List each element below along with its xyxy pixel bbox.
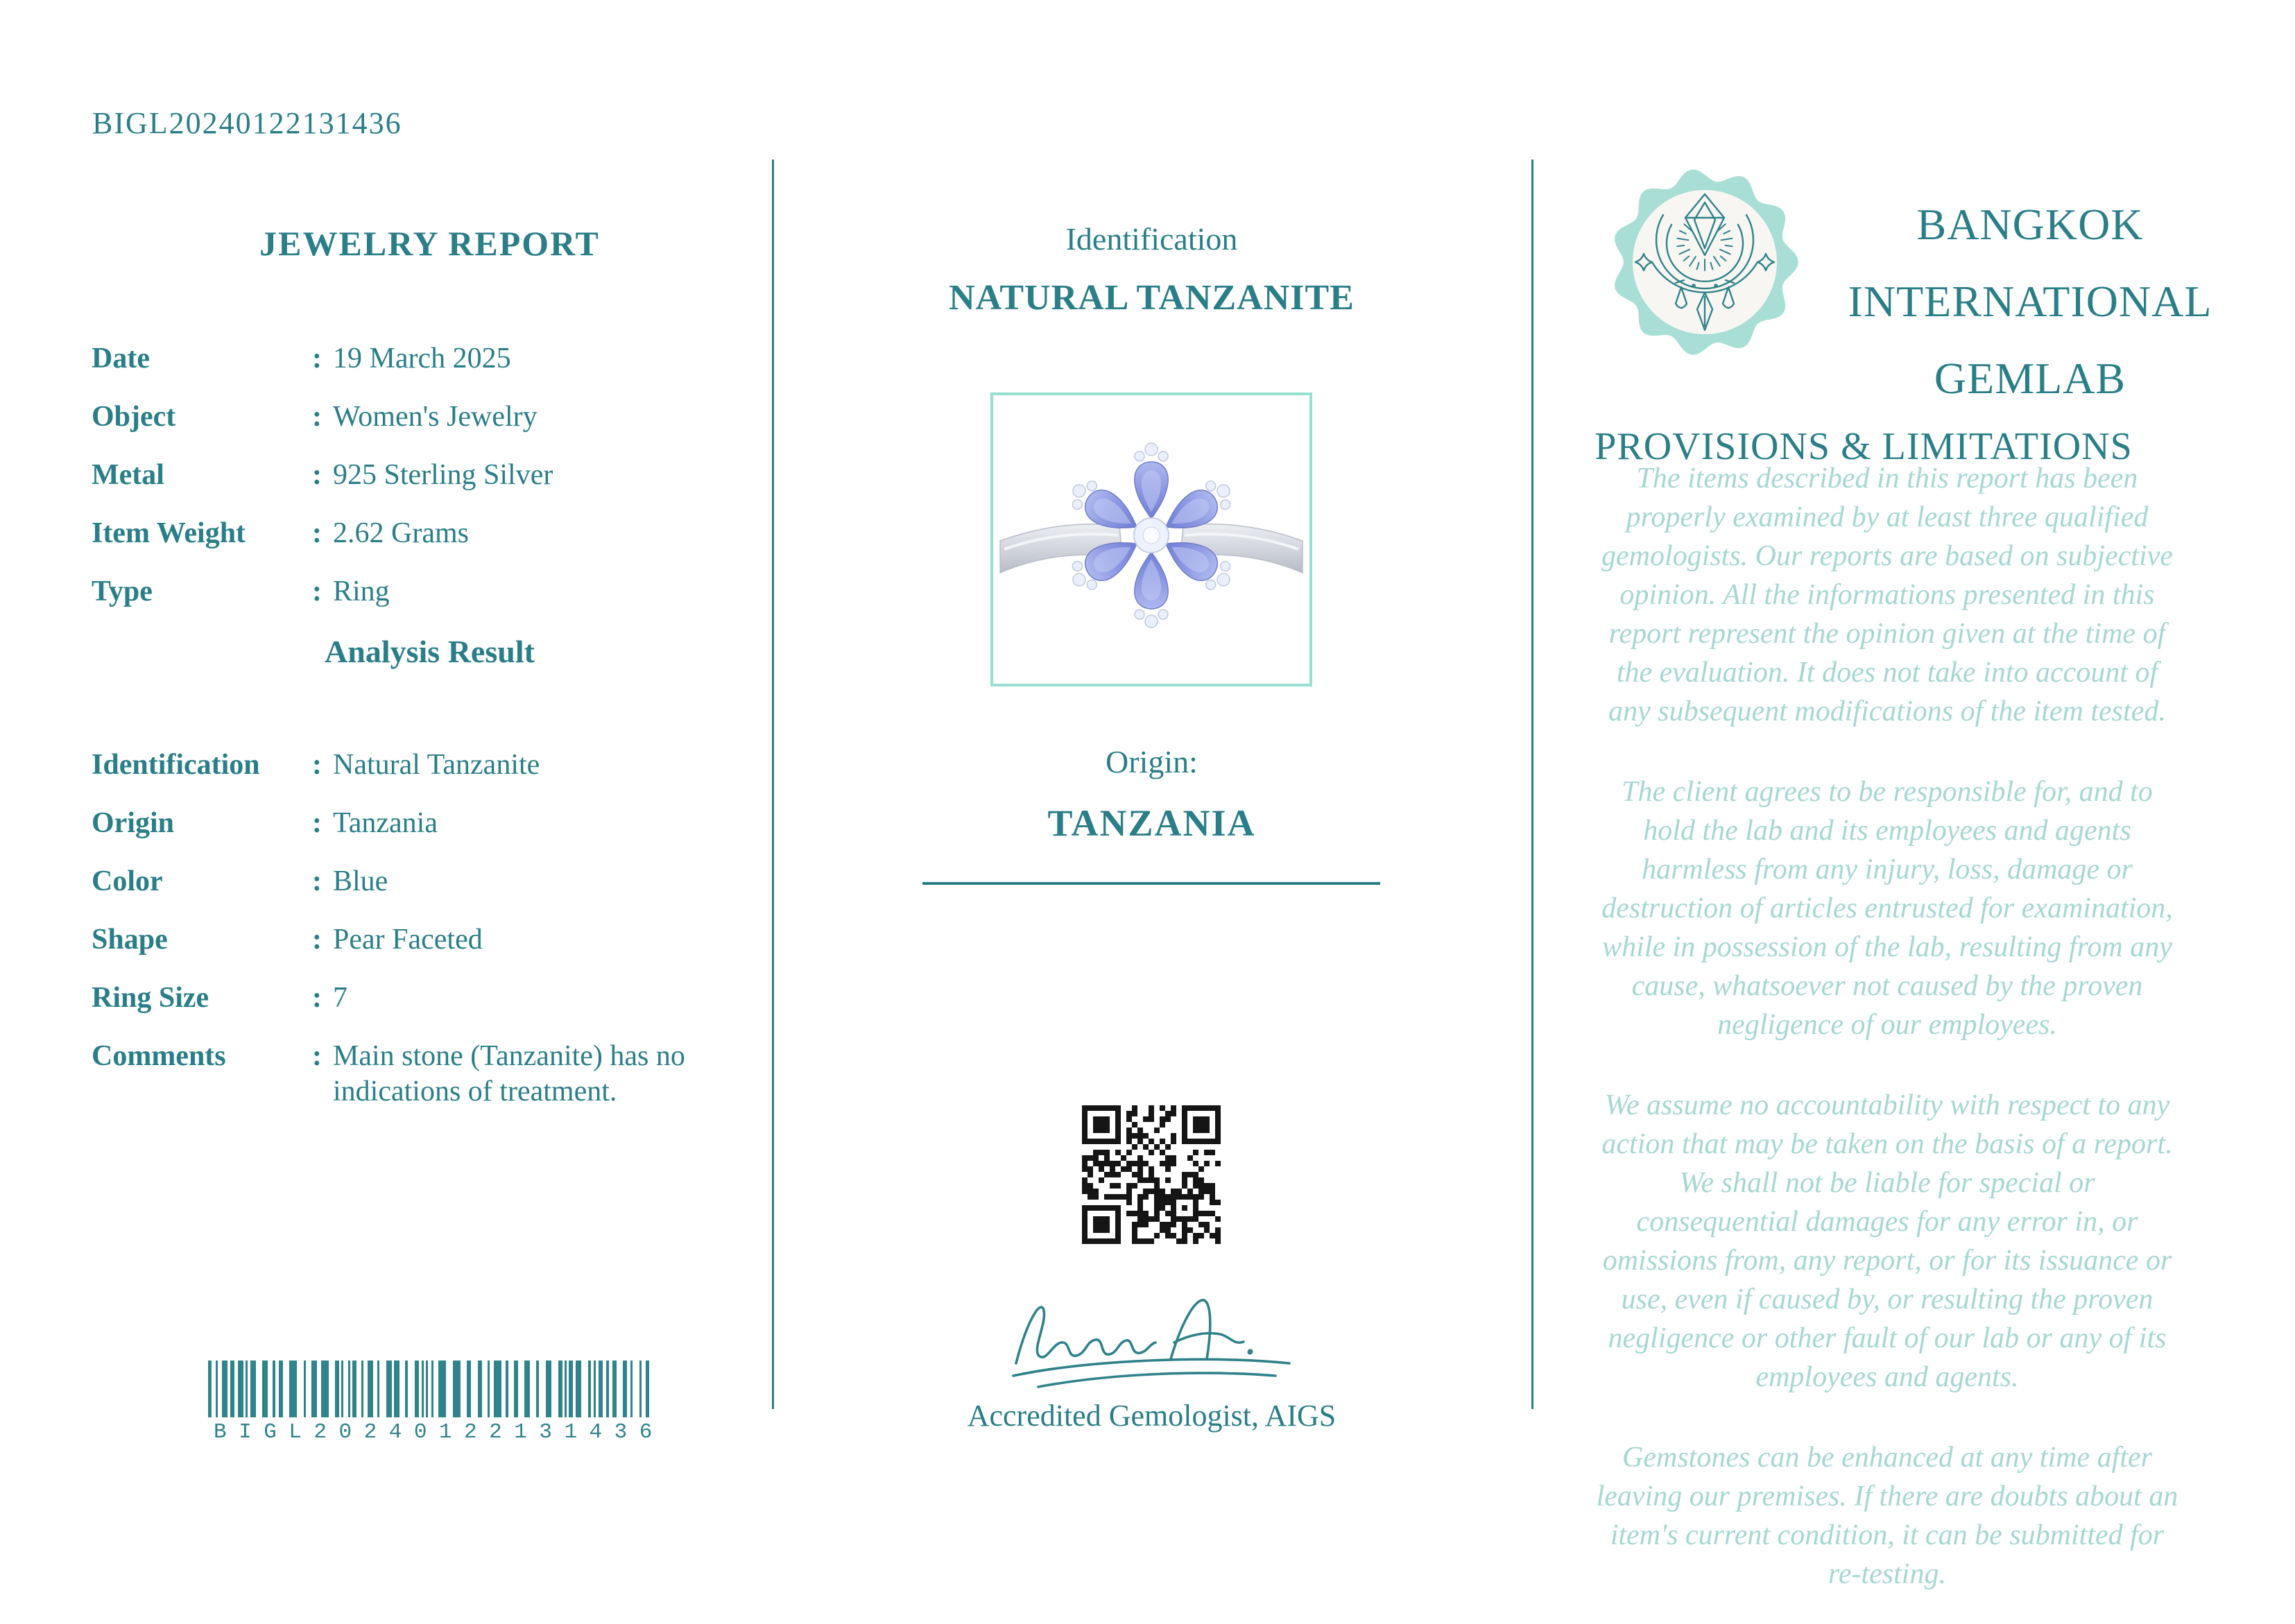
field-row-color: [92, 864, 768, 899]
provisions-paragraph: Gemstones can be enhanced at any time after leaving our premises. If there are doubts about an item's current condition, it can be submitted for re-testing.: [1596, 1442, 2178, 1590]
field-value: Natural Tanzanite: [333, 749, 540, 781]
field-colon: :: [312, 343, 322, 374]
column-divider-right: [1531, 159, 1533, 1409]
barcode: [208, 1360, 664, 1444]
field-colon: :: [312, 807, 322, 839]
field-label: Origin: [92, 807, 175, 839]
field-row-metal: [92, 458, 768, 493]
field-colon: :: [312, 749, 322, 781]
field-row-item-weight: [92, 516, 768, 551]
field-label: Metal: [92, 459, 164, 491]
field-value: 7: [333, 982, 347, 1014]
field-colon: :: [312, 459, 322, 491]
field-row-comments: [92, 1039, 768, 1109]
field-label: Ring Size: [92, 982, 209, 1014]
field-row-origin: [92, 806, 768, 841]
field-row-identification: [92, 748, 768, 783]
analysis-result-title: Analysis Result: [325, 634, 535, 669]
jewelry-photo-frame: [990, 392, 1312, 686]
origin-value: TANZANIA: [1047, 802, 1256, 844]
identification-section-title: Identification: [1065, 221, 1238, 257]
field-colon: :: [312, 865, 322, 897]
lab-name: [1827, 186, 2233, 417]
field-value: 19 March 2025: [333, 343, 511, 374]
barcode-bars-icon: [208, 1360, 660, 1417]
qr-code-icon: [1079, 1103, 1223, 1247]
report-number: BIGL20240122131436: [92, 106, 402, 140]
field-value: 2.62 Grams: [333, 517, 469, 549]
field-label: Date: [92, 343, 150, 374]
gemologist-credential: Accredited Gemologist, AIGS: [967, 1399, 1336, 1433]
lab-name-line: GEMLAB: [1934, 354, 2126, 403]
field-value: Ring: [333, 576, 390, 607]
field-value: Women's Jewelry: [333, 401, 538, 433]
field-colon: :: [312, 924, 322, 956]
field-colon: :: [312, 1040, 322, 1072]
field-colon: :: [312, 401, 322, 433]
lab-name-line: BANGKOK: [1916, 200, 2144, 249]
field-value: Pear Faceted: [333, 924, 483, 956]
field-row-date: [92, 341, 768, 377]
field-row-shape: [92, 922, 768, 958]
field-colon: :: [312, 517, 322, 549]
provisions-paragraph: The items described in this report has been properly examined by at least three qualified gemologists. Our reports are based on subjective opinion. All the informations presented in this report represent the opinion given at the time of the evaluation. It does not take into account of any subsequent modifications of the item tested.: [1601, 463, 2173, 727]
provisions-paragraph: The client agrees to be responsible for, and to hold the lab and its employees and agents harmless from any injury, loss, damage or destruction of articles entrusted for examination, while in possession of the lab, resulting from any cause, whatsoever not caused by the proven negligence of our employees.: [1601, 776, 2173, 1041]
field-label: Object: [92, 401, 176, 433]
field-colon: :: [312, 576, 322, 607]
field-row-object: [92, 399, 768, 435]
barcode-text: BIGL20240122131436: [214, 1420, 664, 1444]
provisions-paragraph: We assume no accountability with respect to any action that may be taken on the basis of a report. We shall not be liable for special or consequential damages for any error in, or omissions from, any report, or for its issuance or use, even if caused by, or resulting the proven negligence or other fault of our lab or any of its employees and agents.: [1601, 1089, 2173, 1393]
gemlab-logo: [1608, 165, 1802, 359]
field-value: Blue: [333, 865, 388, 897]
lab-name-line: INTERNATIONAL: [1848, 277, 2212, 326]
field-label: Shape: [92, 924, 168, 956]
report-fields: [92, 341, 768, 1132]
qr-code: [1079, 1103, 1223, 1247]
provisions-title: PROVISIONS & LIMITATIONS: [1595, 425, 2133, 468]
tanzanite-ring-photo: [993, 395, 1309, 684]
field-value: Tanzania: [333, 807, 438, 839]
field-label: Item Weight: [92, 517, 246, 549]
provisions-text: [1595, 459, 2179, 1624]
field-row-ring-size: [92, 981, 768, 1016]
origin-divider: [922, 882, 1380, 885]
field-value: 925 Sterling Silver: [333, 459, 553, 491]
gemologist-signature: [995, 1281, 1307, 1410]
page-title: JEWELRY REPORT: [259, 224, 600, 263]
field-label: Type: [92, 576, 153, 607]
field-colon: :: [312, 982, 322, 1014]
field-row-type: [92, 574, 768, 610]
origin-label: Origin:: [1106, 744, 1198, 779]
field-label: Identification: [92, 749, 260, 781]
field-label: Color: [92, 865, 163, 897]
field-value: Main stone (Tanzanite) has no indications of treatment.: [333, 1040, 685, 1107]
signature-icon: [995, 1281, 1307, 1410]
gemlab-badge-icon: [1608, 165, 1802, 359]
field-label: Comments: [92, 1040, 226, 1072]
identification-value: NATURAL TANZANITE: [949, 278, 1355, 318]
column-divider-left: [772, 159, 774, 1409]
